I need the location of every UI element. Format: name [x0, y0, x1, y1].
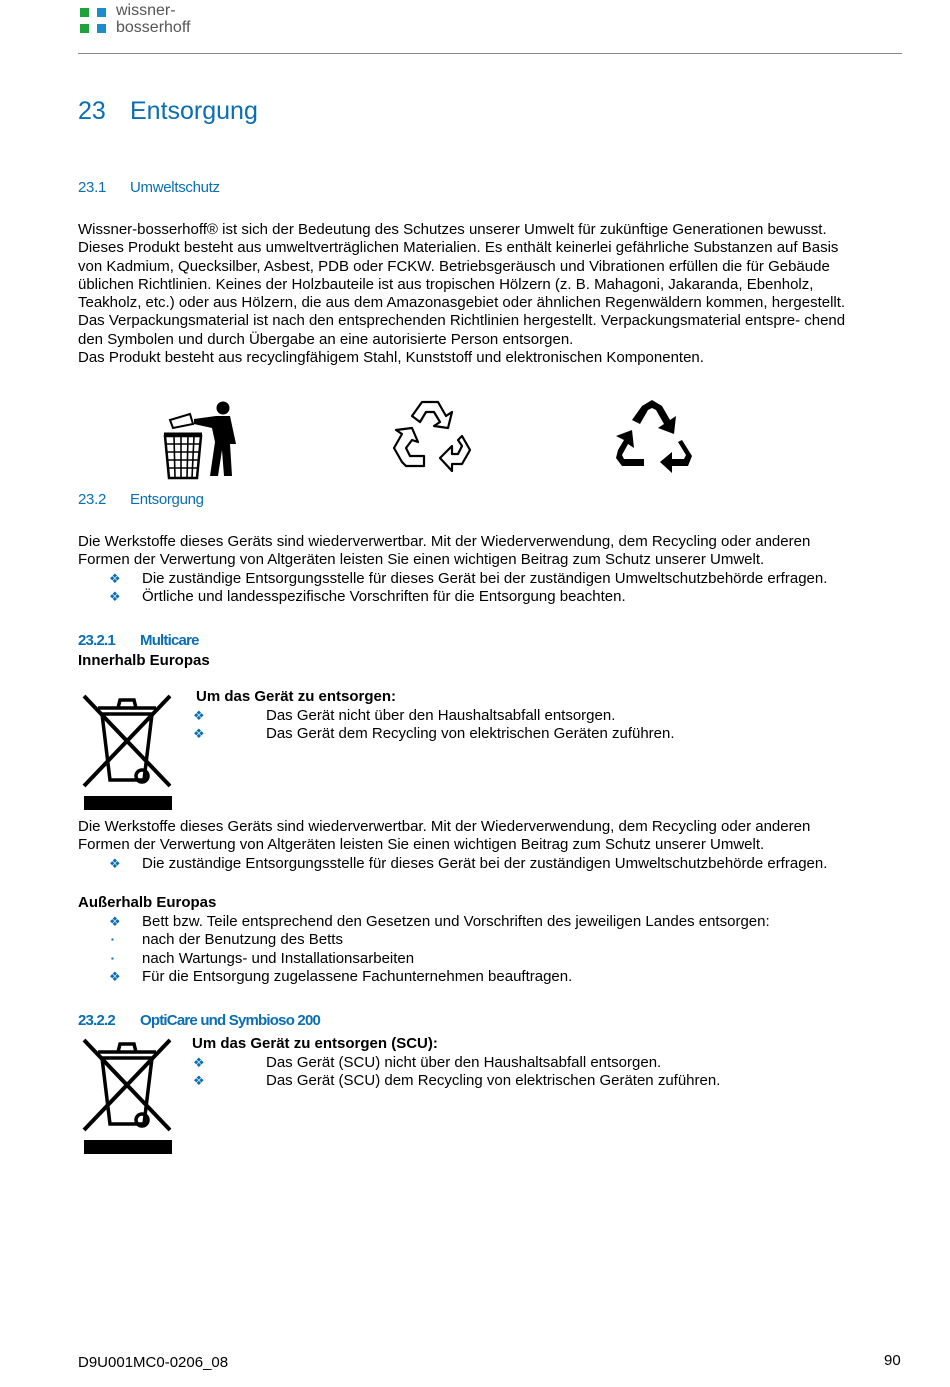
section-number: 23.1: [78, 179, 106, 196]
bullet-item: [193, 1054, 720, 1072]
paragraph-line: Die Werkstoffe dieses Geräts sind wiederverwertbar. Mit der Wiederverwendung, dem Recycling oder anderen: [78, 818, 811, 835]
bullet-item: [78, 570, 908, 588]
paragraph-line: Formen der Verwertung von Altgeräten leisten Sie einen wichtigen Beitrag zum Schutz unserer Umwelt.: [78, 836, 765, 854]
tidy-man-icon: [160, 398, 242, 480]
brand-logo: [80, 2, 210, 38]
bullet-item: [193, 1072, 720, 1090]
bullet-item: [193, 725, 675, 743]
section-number: 23.2: [78, 491, 106, 508]
subsection-heading: [78, 632, 199, 649]
bullet-text: nach der Benutzung des Betts: [142, 931, 343, 949]
paragraph-line: Das Verpackungsmaterial ist nach den entsprechenden Richtlinien hergestellt. Verpackungsmaterial entspre- chend: [78, 312, 846, 330]
paragraph-line: den Symbolen und durch Übergabe an eine autorisierte Person entsorgen.: [78, 330, 574, 348]
bullet-text: Örtliche und landesspezifische Vorschriften für die Entsorgung beachten.: [142, 587, 626, 605]
subsection-number: 23.2.2: [78, 1012, 115, 1029]
bullet-text: Für die Entsorgung zugelassene Fachunternehmen beauftragen.: [142, 968, 573, 986]
header-divider: [78, 53, 902, 54]
sub-bullet-item: [78, 931, 770, 949]
bullet-item: [78, 588, 908, 606]
paragraph-line: üblichen Richtlinien. Keines der Holzbauteile ist aus tropischen Hölzern (z. B. Mahagoni, Jakaranda, Ebenholz,: [78, 275, 814, 293]
chapter-number: 23: [78, 97, 106, 125]
logo-square: [97, 24, 106, 33]
logo-text-line1: wissner-: [116, 2, 176, 19]
logo-square: [80, 24, 89, 33]
bullet-text: Das Gerät (SCU) dem Recycling von elektrischen Geräten zuführen.: [266, 1072, 721, 1090]
bullet-item: [193, 707, 675, 725]
paragraph-line: Dieses Produkt besteht aus umweltverträglichen Materialien. Es enthält keinerlei gefährliche Substanzen auf Basis: [78, 239, 839, 257]
outside-europe-heading: Außerhalb Europas: [78, 894, 217, 911]
crossed-bin-icon: [78, 688, 178, 812]
sub-bullet-icon: ▪: [111, 953, 114, 963]
bullet-item: [78, 968, 770, 986]
bullet-icon: ❖: [109, 855, 121, 871]
section-title: Entsorgung: [130, 491, 204, 508]
recycle-triangle-icon: [612, 398, 694, 474]
environment-paragraph: [78, 221, 908, 367]
document-number: D9U001MC0-0206_08: [78, 1354, 229, 1371]
page-number: 90: [884, 1352, 901, 1369]
outside-europe-list: [78, 913, 770, 986]
logo-square: [80, 8, 89, 17]
recycling-paragraph: [78, 818, 908, 873]
logo-text-line2: bosserhoff: [116, 19, 191, 36]
bullet-text: Die zuständige Entsorgungsstelle für dieses Gerät bei der zuständigen Umweltschutzbehörde erfragen.: [142, 854, 828, 872]
section-title: Umweltschutz: [130, 179, 220, 196]
bullet-icon: ❖: [109, 570, 121, 586]
sub-bullet-icon: ▪: [111, 935, 114, 945]
paragraph-line: Das Produkt besteht aus recyclingfähigem Stahl, Kunststoff und elektronischen Komponenten.: [78, 349, 704, 367]
paragraph-line: Die Werkstoffe dieses Geräts sind wiederverwertbar. Mit der Wiederverwendung, dem Recycling oder anderen: [78, 533, 811, 550]
chapter-title: Entsorgung: [130, 97, 258, 125]
section-heading: [78, 491, 204, 508]
paragraph-line: Teakholz, etc.) oder aus Hölzern, die aus dem Amazonasgebiet oder ähnlichen Regenwäldern kommen, hergestellt.: [78, 294, 846, 312]
bullet-icon: ❖: [193, 1055, 205, 1070]
crossed-bin-icon: [78, 1032, 178, 1156]
paragraph-line: Formen der Verwertung von Altgeräten leisten Sie einen wichtigen Beitrag zum Schutz unserer Umwelt.: [78, 551, 765, 569]
section-heading: [78, 179, 220, 196]
bullet-text: Bett bzw. Teile entsprechend den Gesetzen und Vorschriften des jeweiligen Landes entsorgen:: [142, 913, 770, 930]
subsection-heading: [78, 1012, 320, 1029]
dispose-heading: Um das Gerät zu entsorgen (SCU):: [192, 1035, 438, 1052]
bullet-icon: ❖: [193, 726, 205, 742]
dispose-list: [193, 707, 675, 744]
disposal-paragraph: [78, 533, 908, 606]
bullet-item: [78, 913, 770, 931]
bullet-text: Das Gerät dem Recycling von elektrischen Geräten zuführen.: [266, 725, 675, 743]
bullet-icon: ❖: [109, 914, 121, 929]
dispose-heading: Um das Gerät zu entsorgen:: [196, 688, 397, 705]
bullet-text: Das Gerät (SCU) nicht über den Haushaltsabfall entsorgen.: [266, 1054, 662, 1071]
inside-europe-heading: Innerhalb Europas: [78, 652, 210, 669]
dispose-list: [193, 1054, 720, 1091]
paragraph-line: von Kadmium, Quecksilber, Asbest, PDB oder FCKW. Betriebsgeräusch und Vibrationen erfüllen die für Gebäude: [78, 257, 830, 275]
bullet-icon: ❖: [193, 1073, 205, 1089]
bullet-text: Die zuständige Entsorgungsstelle für dieses Gerät bei der zuständigen Umweltschutzbehörde erfragen.: [142, 569, 828, 587]
bullet-text: nach Wartungs- und Installationsarbeiten: [142, 949, 415, 967]
sub-bullet-item: [78, 950, 770, 968]
bullet-icon: ❖: [109, 588, 121, 604]
bullet-icon: ❖: [109, 969, 121, 985]
recycle-arrows-icon: [392, 396, 472, 474]
subsection-number: 23.2.1: [78, 632, 115, 649]
paragraph-line: Wissner-bosserhoff® ist sich der Bedeutung des Schutzes unserer Umwelt für zukünftige Generationen bewusst.: [78, 221, 827, 238]
chapter-heading: [78, 97, 258, 126]
bullet-text: Das Gerät nicht über den Haushaltsabfall entsorgen.: [266, 707, 616, 724]
subsection-title: OptiCare und Symbioso 200: [140, 1012, 321, 1029]
logo-square: [97, 8, 106, 17]
bullet-item: [78, 855, 908, 873]
subsection-title: Multicare: [140, 632, 199, 649]
bullet-icon: ❖: [193, 708, 205, 723]
